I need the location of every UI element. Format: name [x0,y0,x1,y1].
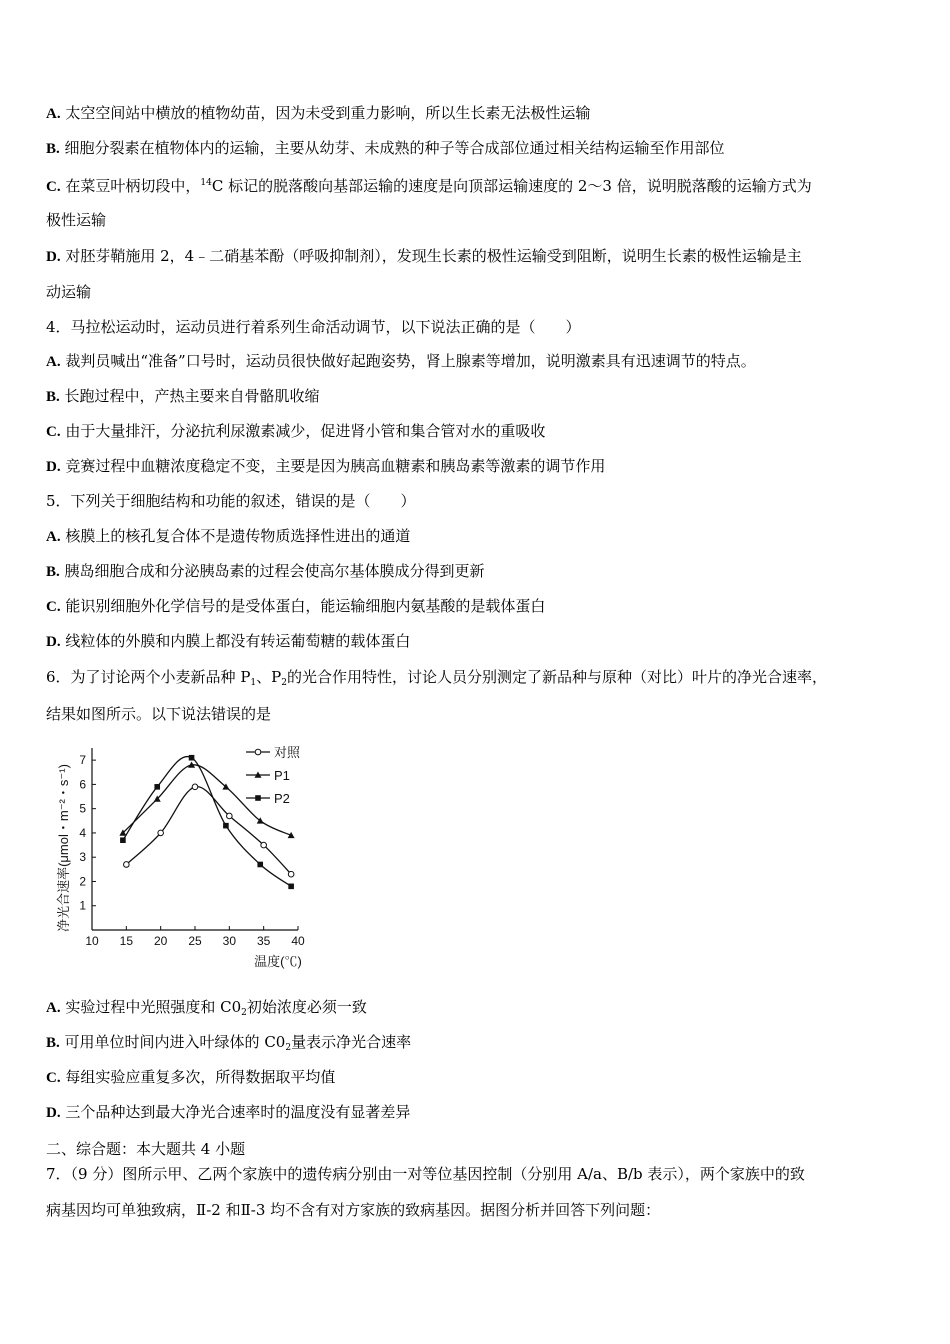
option-text: 每组实验应重复多次，所得数据取平均值 [65,1068,336,1086]
q6-option-c [46,1067,335,1088]
option-letter: B. [46,564,60,580]
series-P1 [119,761,294,838]
data-point [288,871,294,877]
option-text: 三个品种达到最大净光合速率时的温度没有显著差异 [65,1103,411,1121]
legend-label: P1 [274,768,290,783]
q4-option-c [46,421,545,442]
y-ticks [79,753,96,913]
option-letter: B. [46,389,60,405]
option-text: 核膜上的核孔复合体不是遗传物质选择性进出的通道 [65,527,411,545]
isotope-superscript: 14 [200,178,212,188]
q5-stem: 5．下列关于细胞结构和功能的叙述，错误的是（ ） [46,492,416,510]
legend-label: P2 [274,791,290,806]
subscript: 2 [285,1043,292,1053]
data-point [261,842,267,848]
option-letter: C. [46,179,61,195]
option-letter: D. [46,459,61,475]
option-text: 初始浓度必须一致 [246,998,367,1016]
series-line [123,757,291,887]
x-tick-label: 20 [153,934,168,948]
q3-option-c-cont: 极性运输 [46,211,107,229]
data-point [154,784,160,790]
y-tick-label: 5 [79,801,86,816]
option-letter: A. [46,106,61,122]
data-point [158,830,164,836]
q3-option-a [46,103,590,124]
option-text: 对胚芽鞘施用 2，4﹣二硝基苯酚（呼吸抑制剂），发现生长素的极性运输受到阻断，说明生长素的极性运输是主 [65,247,802,265]
x-tick-label: 40 [291,934,305,948]
q6-option-d [46,1102,410,1123]
option-text: 由于大量排汗，分泌抗利尿激素减少，促进肾小管和集合管对水的重吸收 [65,422,546,440]
q7-stem: 7．（9 分）图所示甲、乙两个家族中的遗传病分别由一对等位基因控制（分别用 A/a、B/b 表示），两个家族中的致 [46,1165,805,1183]
option-letter: C. [46,599,61,615]
option-text: 线粒体的外膜和内膜上都没有转运葡萄糖的载体蛋白 [65,632,411,650]
option-text: 竞赛过程中血糖浓度稳定不变，主要是因为胰高血糖素和胰岛素等激素的调节作用 [65,457,606,475]
x-tick-label: 10 [85,934,99,948]
q7-stem-cont: 病基因均可单独致病，Ⅱ-2 和Ⅱ-3 均不含有对方家族的致病基因。据图分析并回答下列问题： [46,1201,661,1219]
option-letter: C. [46,424,61,440]
option-letter: B. [46,141,60,157]
y-tick-label: 2 [79,874,86,889]
option-text: 在菜豆叶柄切段中， [65,177,201,195]
q6-option-b [46,1032,411,1058]
y-tick-label: 4 [79,825,86,840]
option-text: C 标记的脱落酸向基部运输的速度是向顶部运输速度的 2～3 倍，说明脱落酸的运输方式为 [211,177,812,195]
data-point [124,862,130,868]
option-text: 太空空间站中横放的植物幼苗，因为未受到重力影响，所以生长素无法极性运输 [65,104,591,122]
option-text: 裁判员喊出“准备”口号时，运动员很快做好起跑姿势，肾上腺素等增加，说明激素具有迅速调节的特点。 [65,352,756,370]
option-letter: B. [46,1035,60,1051]
q3-option-b [46,138,725,159]
q6-option-a [46,997,367,1023]
data-point [120,837,126,843]
data-point [192,784,198,790]
q6-stem-text: 的光合作用特性，讨论人员分别测定了新品种与原种（对比）叶片的净光合速率， [286,668,827,686]
q3-option-c [46,173,812,197]
q4-stem: 4．马拉松运动时，运动员进行着系列生命活动调节，以下说法正确的是（ ） [46,318,581,336]
y-tick-label: 6 [79,777,86,792]
q6-stem [46,667,827,693]
q5-option-d [46,631,410,652]
q3-option-d [46,246,802,267]
q5-option-a [46,526,410,547]
option-text: 能识别细胞外化学信号的是受体蛋白，能运输细胞内氨基酸的是载体蛋白 [65,597,546,615]
q5-option-c [46,596,545,617]
option-letter: D. [46,249,61,265]
net-photosynthesis-chart [50,740,320,972]
option-text: 胰岛细胞合成和分泌胰岛素的过程会使高尔基体膜成分得到更新 [64,562,485,580]
q3-option-d-cont: 动运输 [46,283,92,301]
option-letter: D. [46,1105,61,1121]
legend-label: 对照 [274,745,301,760]
subscript: 2 [281,678,287,688]
q6-stem-text: 、P [256,668,282,686]
x-tick-label: 35 [256,934,271,948]
option-text: 实验过程中光照强度和 C0 [65,998,242,1016]
q4-option-b [46,386,320,407]
data-point [255,749,261,755]
option-letter: A. [46,529,61,545]
data-point [223,823,229,829]
data-point [255,795,261,801]
y-axis-label: 净光合速率(μmol・m⁻²・s⁻¹) [56,764,71,932]
data-point [189,755,195,761]
chart-legend [246,745,301,806]
option-text: 量表示净光合速率 [291,1033,412,1051]
y-tick-label: 3 [79,850,86,865]
x-ticks [85,926,305,948]
x-axis-label: 温度(℃) [254,954,302,969]
q4-option-a [46,351,756,372]
y-tick-label: 1 [79,898,86,913]
option-text: 细胞分裂素在植物体内的运输，主要从幼芽、未成熟的种子等合成部位通过相关结构运输至作用部位 [64,139,725,157]
series-line [126,787,291,875]
x-tick-label: 25 [188,934,202,948]
q6-stem-cont: 结果如图所示。以下说法错误的是 [46,705,272,723]
option-letter: D. [46,634,61,650]
data-point [288,884,294,890]
q4-option-d [46,456,605,477]
q5-option-b [46,561,485,582]
subscript: 2 [241,1008,247,1018]
q6-stem-text: 6．为了讨论两个小麦新品种 P [46,668,251,686]
option-letter: C. [46,1070,61,1086]
y-tick-label: 7 [79,753,86,768]
option-letter: A. [46,354,61,370]
option-letter: A. [46,1000,61,1016]
subscript: 1 [250,678,257,688]
x-tick-label: 30 [222,934,237,948]
option-text: 可用单位时间内进入叶绿体的 C0 [64,1033,286,1051]
data-point [257,862,263,868]
x-tick-label: 15 [119,934,134,948]
option-text: 长跑过程中，产热主要来自骨骼肌收缩 [64,387,320,405]
section-title: 二、综合题：本大题共 4 小题 [46,1140,246,1158]
data-point [227,813,233,819]
